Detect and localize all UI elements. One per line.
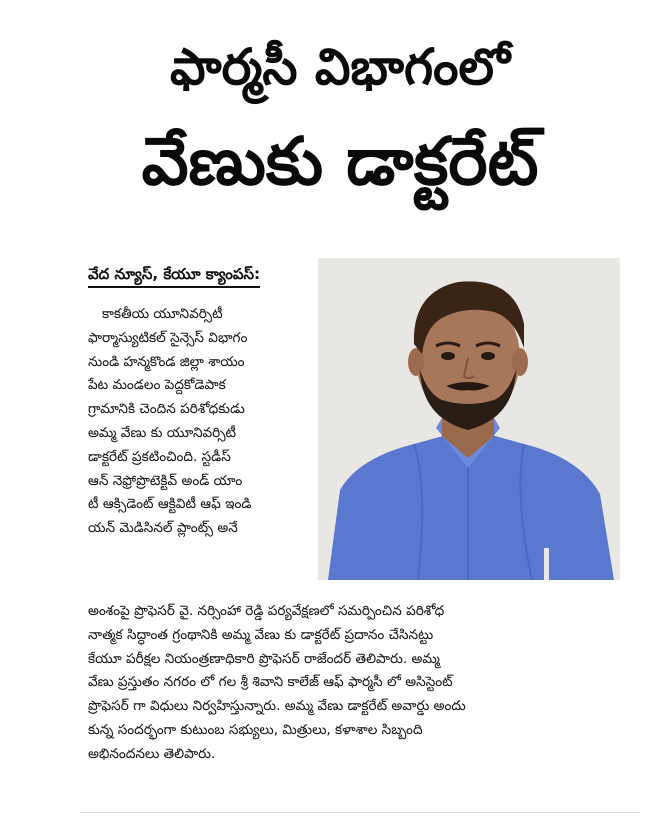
body-line: గ్రామానికి చెందిన పరిశోధకుడు (88, 401, 245, 418)
body-line: అమ్మ వేణు కు యూనివర్సిటీ (88, 424, 236, 441)
body-line: ఫార్మాస్యుటికల్ సైన్సెస్ విభాగం (88, 329, 248, 346)
dateline: వేద న్యూస్, కేయూ క్యాంపస్: (88, 263, 260, 288)
article-body-column (88, 303, 314, 541)
body-line: అంశంపై ప్రొఫెసర్ వై. నర్సింహా రెడ్డి పర్యవేక్షణలో సమర్పించిన పరిశోధ (88, 603, 445, 619)
body-line: నుండి హన్మకొండ జిల్లా శాయం (88, 353, 245, 370)
body-line: నాత్మక సిద్ధాంత గ్రంథానికి అమ్మ వేణు కు డాక్టరేట్ ప్రదానం చేసినట్టు (88, 626, 434, 643)
body-line: ప్రొఫెసర్ గా విధులు నిర్వహిస్తున్నారు. అమ్మ వేణు డాక్టరేట్ అవార్డు అందు (88, 698, 466, 715)
body-line: యన్ మెడిసినల్ ప్లాంట్స్ అనే (88, 520, 238, 537)
headline-line-1: ఫార్మసీ విభాగంలో (170, 38, 510, 96)
headline-line-2: వేణుకు డాక్టరేట్ (141, 123, 539, 200)
bottom-divider (80, 812, 640, 813)
body-line: వేణు ప్రస్తుతం నగరం లో గల శ్రీ శివాని కాలేజ్ ఆఫ్ ఫార్మసీ లో అసిస్టెంట్ (88, 674, 453, 691)
body-line: అభినందనలు తెలిపారు. (88, 745, 216, 762)
body-line: పేట మండలం పెద్దకోడెపాక (88, 377, 226, 394)
body-line: డాక్టరేట్ ప్రకటించింది. స్టడీస్ (88, 448, 231, 465)
body-line: టీ ఆక్సిడెంట్ ఆక్టివిటీ ఆఫ్ ఇండి (88, 496, 252, 513)
article-body-full-width (88, 600, 624, 767)
body-line: కున్న సందర్భంగా కుటుంబ సభ్యులు, మిత్రులు, కళాశాల సిబ్బంది (88, 721, 423, 738)
body-line: కేయూ పరీక్షల నియంత్రణాధికారి ప్రొఫెసర్ రాజేందర్ తెలిపారు. అమ్మ (88, 650, 440, 667)
body-line: ఆన్ నెఫ్రోప్రొటెక్టివ్ అండ్ యాం (88, 472, 243, 489)
portrait-photo (318, 258, 620, 580)
body-line: కాకతీయ యూనివర్సిటీ (102, 306, 223, 322)
portrait-illustration (318, 258, 620, 580)
